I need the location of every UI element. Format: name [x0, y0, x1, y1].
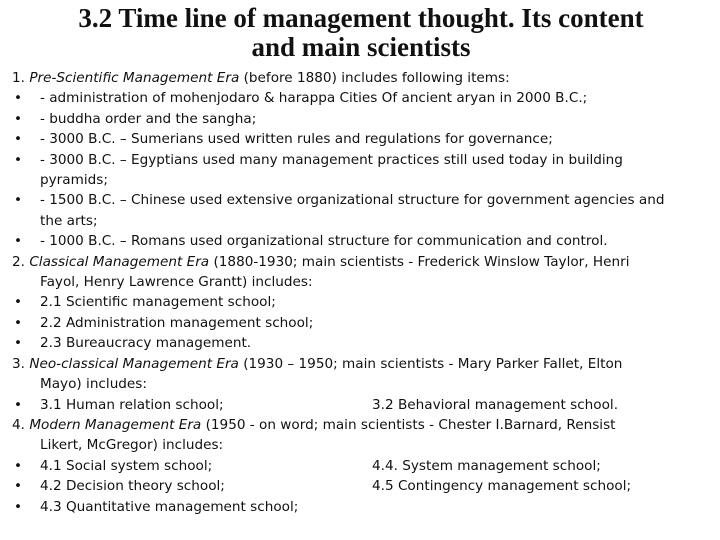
list-item — [12, 333, 710, 353]
list-item-text: - 3000 B.C. – Sumerians used written rules and regulations for governance; — [40, 131, 553, 148]
list-item-text: - administration of mohenjodaro & harappa Cities Of ancient aryan in 2000 B.C.; — [40, 90, 588, 107]
list-item — [12, 150, 710, 191]
era-name: Classical Management Era — [29, 253, 210, 270]
bullet-icon: • — [14, 110, 23, 127]
list-item — [12, 476, 710, 496]
era-name: Pre-Scientific Management Era — [29, 70, 240, 86]
list-item-text: - 3000 B.C. – Egyptians used many management practices still used today in building — [40, 151, 623, 168]
list-item-columns — [40, 456, 710, 476]
list-item — [12, 231, 710, 251]
section-3-heading — [12, 354, 710, 374]
bullet-icon: • — [14, 131, 23, 148]
bullet-icon: • — [14, 233, 23, 250]
list-item-text-right: 3.2 Behavioral management school. — [372, 396, 619, 413]
list-item — [12, 395, 710, 415]
list-item-text-wrap — [40, 190, 710, 231]
list-item-text-right: 4.4. System management school; — [372, 457, 601, 474]
list-item-columns — [40, 476, 710, 496]
section-number: 1. — [12, 70, 25, 86]
list-item-text: 2.3 Bureaucracy management. — [40, 335, 252, 352]
bullet-icon: • — [14, 478, 23, 495]
list-item-text-left: 4.3 Quantitative management school; — [40, 498, 299, 515]
section-description: (before 1880) includes following items: — [239, 70, 510, 86]
bullet-icon: • — [14, 314, 23, 331]
list-item — [12, 497, 710, 517]
bullet-icon: • — [14, 151, 23, 168]
bullet-icon: • — [14, 192, 23, 209]
bullet-icon: • — [14, 335, 23, 352]
bullet-icon: • — [14, 90, 23, 107]
list-item — [12, 313, 710, 333]
bullet-icon: • — [14, 294, 23, 311]
list-item-text-continuation: the arts; — [40, 212, 98, 229]
section-description: (1880-1930; main scientists - Frederick Winslow Taylor, Henri — [209, 253, 630, 270]
bullet-icon: • — [14, 396, 23, 413]
section-4-heading — [12, 415, 710, 435]
list-item-text: - 1500 B.C. – Chinese used extensive organizational structure for government agencies and — [40, 192, 665, 209]
list-item-text-wrap — [40, 150, 710, 191]
list-item-text-right: 4.5 Contingency management school; — [372, 478, 632, 495]
section-description-continuation: Mayo) includes: — [40, 376, 147, 393]
slide-title — [12, 4, 710, 62]
list-item-text: - buddha order and the sangha; — [40, 110, 257, 127]
list-item-text: 2.1 Scientific management school; — [40, 294, 276, 311]
title-line-2: and main scientists — [251, 32, 471, 62]
section-description: (1930 – 1950; main scientists - Mary Parker Fallet, Elton — [238, 355, 623, 372]
section-number: 2. — [12, 253, 25, 270]
list-item — [12, 456, 710, 476]
section-2-heading — [12, 252, 710, 272]
section-description-continuation: Fayol, Henry Lawrence Grantt) includes: — [40, 274, 313, 291]
title-line-1: 3.2 Time line of management thought. Its content — [78, 3, 644, 33]
list-item-text: - 1000 B.C. – Romans used organizational structure for communication and control. — [40, 233, 608, 250]
list-item — [12, 88, 710, 108]
list-item-text-left: 3.1 Human relation school; — [40, 396, 224, 413]
bullet-icon: • — [14, 457, 23, 474]
list-item-text-left: 4.2 Decision theory school; — [40, 478, 225, 495]
list-item-columns — [40, 497, 710, 517]
bullet-icon: • — [14, 498, 23, 515]
list-item-text-continuation: pyramids; — [40, 172, 108, 189]
list-item — [12, 190, 710, 231]
list-item-columns — [40, 395, 710, 415]
list-item — [12, 129, 710, 149]
era-name: Modern Management Era — [29, 416, 202, 433]
list-item-text-left: 4.1 Social system school; — [40, 457, 213, 474]
slide-body — [12, 68, 710, 517]
list-item — [12, 109, 710, 129]
section-number: 4. — [12, 416, 25, 433]
list-item — [12, 292, 710, 312]
list-item-text-right — [372, 497, 710, 517]
section-description: (1950 - on word; main scientists - Chester I.Barnard, Rensist — [201, 416, 616, 433]
era-name: Neo-classical Management Era — [29, 355, 239, 372]
section-number: 3. — [12, 355, 25, 372]
list-item-text: 2.2 Administration management school; — [40, 314, 314, 331]
section-description-continuation: Likert, McGregor) includes: — [40, 437, 224, 454]
section-1-heading — [12, 68, 710, 88]
